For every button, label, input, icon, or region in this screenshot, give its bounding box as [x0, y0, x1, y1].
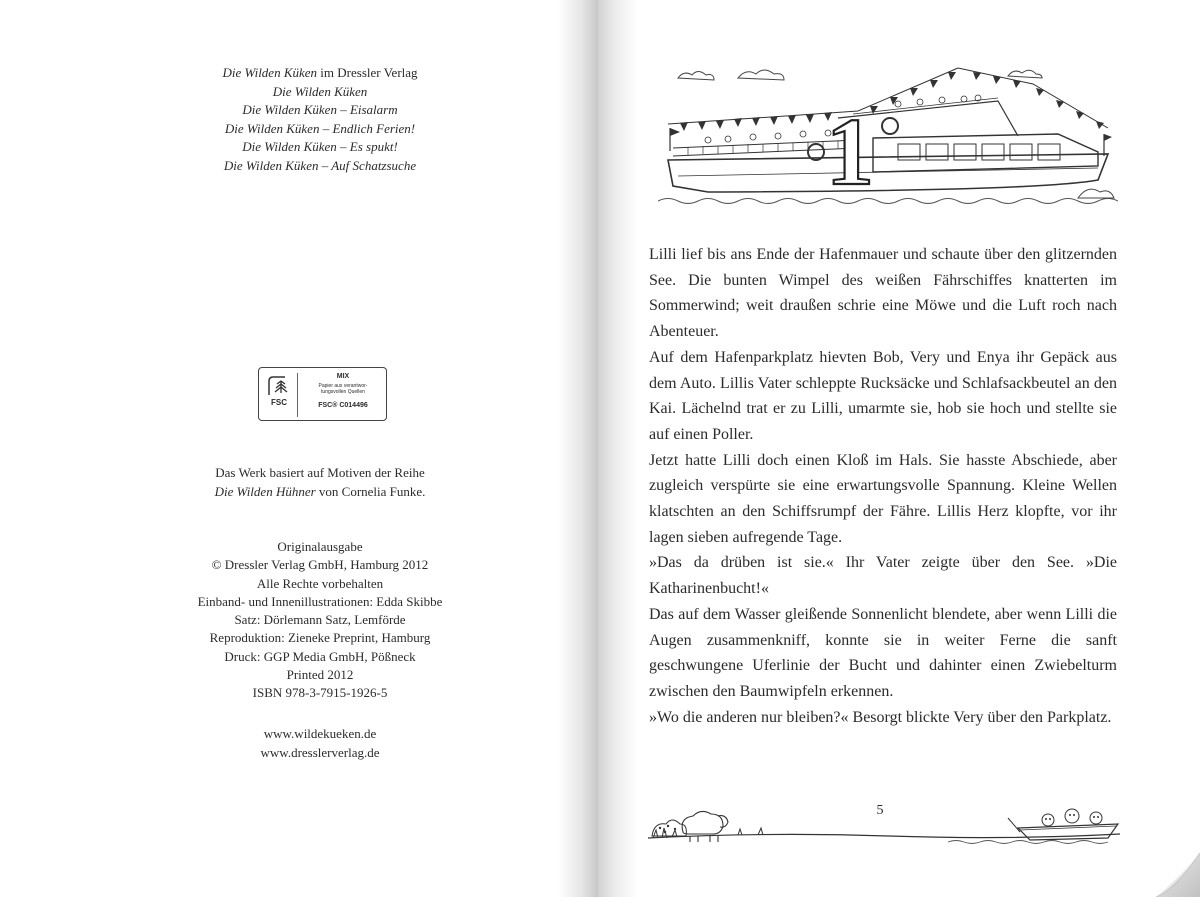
fsc-text [303, 383, 383, 395]
websites [140, 724, 500, 762]
series-intro [160, 64, 480, 83]
imprint-line: Druck: GGP Media GmbH, Pößneck [224, 648, 416, 664]
fsc-logo-text: FSC [271, 398, 287, 407]
series-title: Die Wilden Küken – Endlich Ferien! [224, 120, 416, 136]
gutter-shadow [598, 0, 638, 897]
paragraph: »Das da drüben ist sie.« Ihr Vater zeigte über den See. »Die Katharinenbucht!« [649, 554, 1117, 598]
paragraph: Lilli lief bis ans Ende der Hafenmauer und schaute über den glitzernden See. Die bunten Wimpel des weißen Fährschiffes knatterten im Sommerwind; weit draußen schrie eine Möwe und die Luft roch nach Abenteuer. [649, 246, 1117, 341]
imprint-line: Printed 2012 [286, 667, 354, 683]
chapter-text [649, 242, 1117, 730]
series-title: Die Wilden Küken – Eisalarm [242, 102, 398, 118]
basis-note-author: von Cornelia Funke. [315, 484, 426, 499]
fsc-tree-logo-icon [265, 373, 298, 417]
series-title: Die Wilden Küken [272, 83, 368, 99]
imprint-line: Originalausgabe [277, 539, 363, 554]
fsc-text-line: tungsvollen Quellen [321, 389, 365, 395]
fsc-text-line: Papier aus verantwor- [318, 383, 368, 389]
left-page [0, 0, 598, 897]
paragraph: Auf dem Hafenparkplatz hievten Bob, Very und Enya ihr Gepäck aus dem Auto. Lillis Vater schleppte Rucksäcke und Schlafsackbeutel an den Kai. Lächelnd trat er zu Lilli, umarmte sie, hob sie hoch und stellte sie auf einen Poller. [649, 348, 1117, 443]
page-number: 5 [876, 803, 884, 818]
basis-note-line [140, 482, 500, 501]
fsc-mix: MIX [336, 373, 350, 380]
fsc-certification-label [258, 367, 387, 421]
paragraph: Jetzt hatte Lilli doch einen Kloß im Hals. Sie hasste Abschiede, aber zugleich verspürte sie eine erwartungsvolle Spannung. Kleine Wellen klatschten an den Schiffsrumpf der Fähre. Lillis Herz klopfte, vor ihr lagen sieben aufregende Tage. [649, 451, 1117, 546]
website-link: www.dresslerverlag.de [260, 745, 380, 760]
gutter-shadow [558, 0, 598, 897]
basis-note-series-title: Die Wilden Hühner [214, 484, 316, 499]
imprint-line: Reproduktion: Zieneke Preprint, Hamburg [209, 630, 431, 646]
right-page [598, 0, 1200, 897]
basis-note [140, 463, 500, 501]
imprint-line: Satz: Dörlemann Satz, Lemförde [234, 612, 406, 628]
imprint-line: Alle Rechte vorbehalten [256, 575, 384, 591]
paragraph: »Wo die anderen nur bleiben?« Besorgt blickte Very über den Parkplatz. [649, 708, 1112, 726]
basis-note-line: Das Werk basiert auf Motiven der Reihe [215, 465, 425, 480]
imprint-line: Einband- und Innenillustrationen: Edda Skibbe [197, 593, 443, 609]
series-intro-rest: im Dressler Verlag [317, 65, 418, 80]
ferry-boat-illustration [658, 56, 1118, 216]
imprint-line: ISBN 978-3-7915-1926-5 [252, 685, 388, 701]
chapter-number: 1 [826, 98, 874, 205]
series-title: Die Wilden Küken – Auf Schatzsuche [223, 157, 417, 173]
series-intro-title: Die Wilden Küken [222, 65, 318, 80]
series-list [160, 64, 480, 176]
sheep-icon [682, 811, 728, 842]
page-curl-corner[interactable] [1150, 847, 1200, 897]
series-title: Die Wilden Küken – Es spukt! [242, 139, 398, 155]
fsc-code: FSC® C014496 [318, 402, 368, 409]
imprint-line: © Dressler Verlag GmbH, Hamburg 2012 [211, 557, 429, 573]
imprint [140, 538, 500, 703]
paragraph: Das auf dem Wasser gleißende Sonnenlicht blendete, aber wenn Lilli die Augen zusammenkniff, konnte sie in weiter Ferne die sanft geschwungene Uferlinie der Bucht und dahinter einen Zwiebelturm zwischen den Baumwipfeln erkennen. [649, 605, 1117, 700]
website-link: www.wildekueken.de [263, 726, 377, 741]
